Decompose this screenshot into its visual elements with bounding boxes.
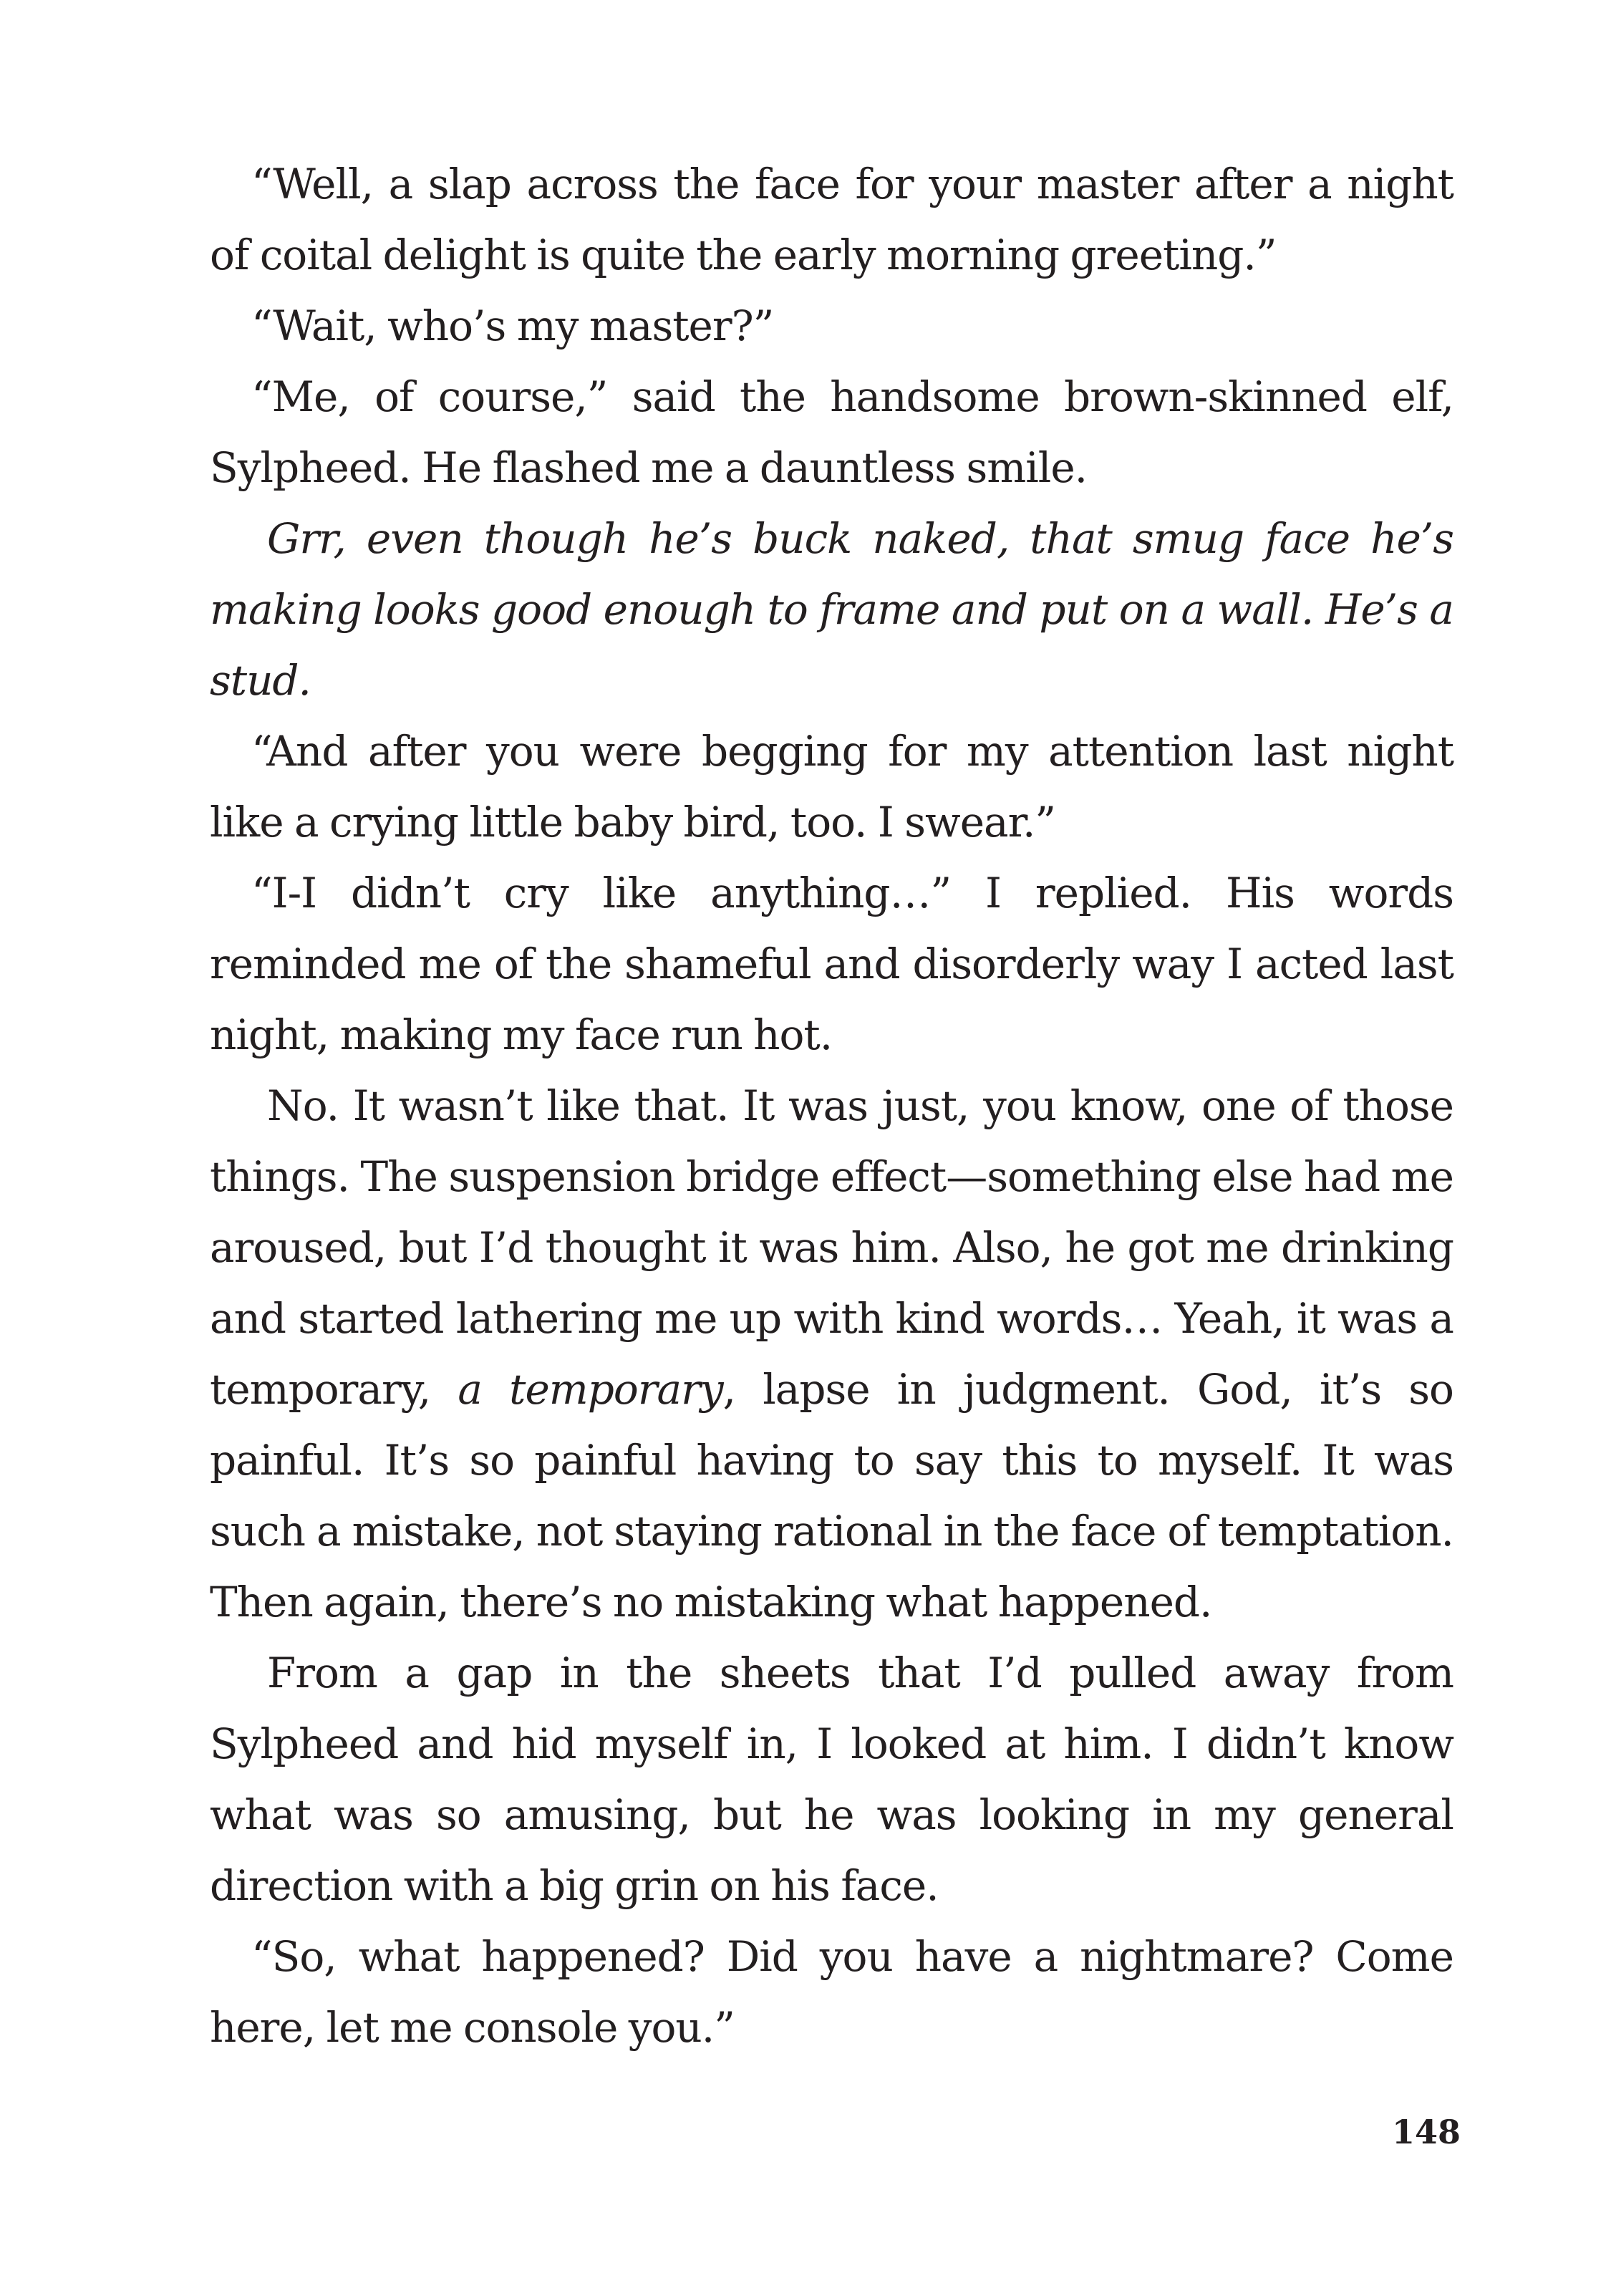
page-number: 148 — [1391, 2113, 1461, 2151]
paragraph-8: From a gap in the sheets that I’d pulled away from Sylpheed and hid myself in, I looked at him. I didn’t know what was so amusing, but he was looking in my general direction with a big grin on his face. — [210, 1649, 1453, 1910]
body-text — [210, 149, 1453, 2063]
paragraph-7 — [210, 1071, 1453, 1638]
paragraph-3: “Me, of course,” said the handsome brown-skinned elf, Sylpheed. He flashed me a dauntless smile. — [210, 372, 1453, 492]
paragraph-4-inner-thought: Grr, even though he’s buck naked, that smug face he’s making looks good enough to frame and put on a wall. He’s a stud. — [210, 514, 1453, 705]
paragraph-1: “Well, a slap across the face for your master after a night of coital delight is quite the early morning greeting.” — [210, 160, 1453, 279]
paragraph-7-part-2: , lapse in judgment. God, it’s so painful. It’s so painful having to say this to myself. It was such a mistake, not staying rational in the face of temptation. Then again, there’s no mistaking what happened. — [210, 1365, 1453, 1626]
paragraph-7-emphasis: a temporary — [458, 1365, 723, 1414]
paragraph-5: “And after you were begging for my attention last night like a crying little baby bird, too. I swear.” — [210, 727, 1453, 846]
paragraph-6: “I-I didn’t cry like anything…” I replied. His words reminded me of the shameful and disorderly way I acted last night, making my face run hot. — [210, 869, 1453, 1059]
paragraph-9: “So, what happened? Did you have a nightmare? Come here, let me console you.” — [210, 1932, 1453, 2052]
paragraph-2: “Wait, who’s my master?” — [251, 302, 774, 350]
paragraph-7-part-1: No. It wasn’t like that. It was just, you know, one of those things. The suspension bridge effect—something else had me aroused, but I’d thought it was him. Also, he got me drinking and started lathering me up with kind words… Yeah, it was a temporary, — [210, 1081, 1453, 1414]
